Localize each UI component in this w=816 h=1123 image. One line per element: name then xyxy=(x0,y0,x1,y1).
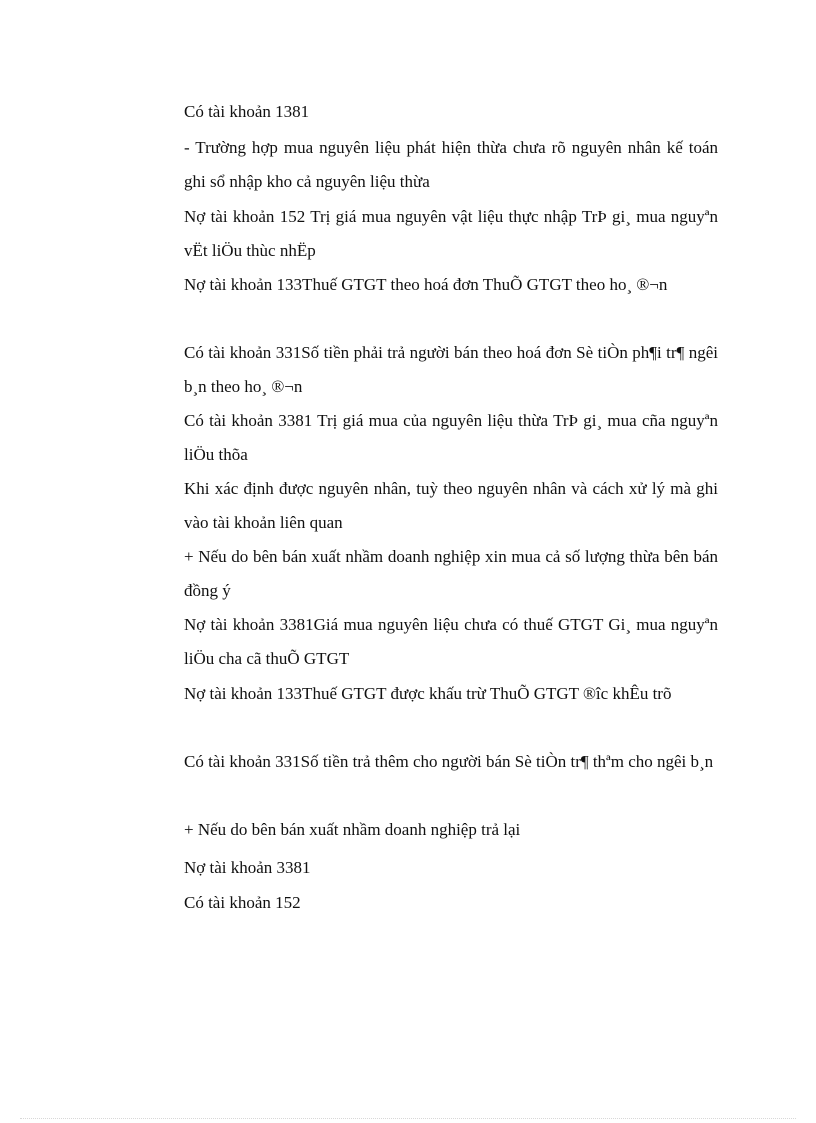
paragraph-14 xyxy=(136,886,718,920)
paragraph-3-text: Nợ tài khoản 152 Trị giá mua nguyên vật liệu thực nhập TrÞ gi¸ mua nguyªn vËt liÖu thùc nhËp xyxy=(184,207,718,260)
paragraph-9 xyxy=(136,608,718,676)
paragraph-1 xyxy=(136,95,718,129)
page-bottom-divider xyxy=(20,1118,796,1119)
paragraph-5 xyxy=(136,336,718,404)
paragraph-8-text: + Nếu do bên bán xuất nhầm doanh nghiệp xin mua cả số lượng thừa bên bán đồng ý xyxy=(184,547,718,600)
paragraph-9-text: Nợ tài khoản 3381Giá mua nguyên liệu chưa có thuế GTGT Gi¸ mua nguyªn liÖu cha cã thuÕ GTGT xyxy=(184,615,718,668)
paragraph-10-text: Nợ tài khoản 133Thuế GTGT được khấu trừ ThuÕ GTGT ®îc khÊu trõ xyxy=(184,684,672,703)
paragraph-2-text: - Trường hợp mua nguyên liệu phát hiện thừa chưa rõ nguyên nhân kế toán ghi sổ nhập kho cả nguyên liệu thừa xyxy=(184,138,718,191)
paragraph-1-text: Có tài khoản 1381 xyxy=(184,102,310,121)
paragraph-10 xyxy=(136,677,718,711)
paragraph-4 xyxy=(136,268,718,302)
paragraph-12-text: + Nếu do bên bán xuất nhầm doanh nghiệp trả lại xyxy=(184,820,521,839)
paragraph-13 xyxy=(136,851,718,885)
paragraph-11 xyxy=(136,745,718,779)
paragraph-12 xyxy=(136,813,718,847)
paragraph-2 xyxy=(136,131,718,199)
paragraph-6-text: Có tài khoản 3381 Trị giá mua của nguyên liệu thừa TrÞ gi¸ mua cña nguyªn liÖu thõa xyxy=(184,411,718,464)
paragraph-7 xyxy=(136,472,718,540)
paragraph-6 xyxy=(136,404,718,472)
paragraph-5-text: Có tài khoản 331Số tiền phải trả người bán theo hoá đơn Sè tiÒn ph¶i tr¶ ngêi b¸n theo ho¸ ®¬n xyxy=(184,343,718,396)
paragraph-8 xyxy=(136,540,718,608)
paragraph-13-text: Nợ tài khoản 3381 xyxy=(184,858,311,877)
paragraph-14-text: Có tài khoản 152 xyxy=(184,893,301,912)
paragraph-3 xyxy=(136,200,718,268)
paragraph-11-text: Có tài khoản 331Số tiền trả thêm cho người bán Sè tiÒn tr¶ thªm cho ngêi b¸n xyxy=(184,752,714,771)
paragraph-7-text: Khi xác định được nguyên nhân, tuỳ theo nguyên nhân và cách xử lý mà ghi vào tài khoản liên quan xyxy=(184,479,718,532)
paragraph-4-text: Nợ tài khoản 133Thuế GTGT theo hoá đơn ThuÕ GTGT theo ho¸ ®¬n xyxy=(184,275,668,294)
